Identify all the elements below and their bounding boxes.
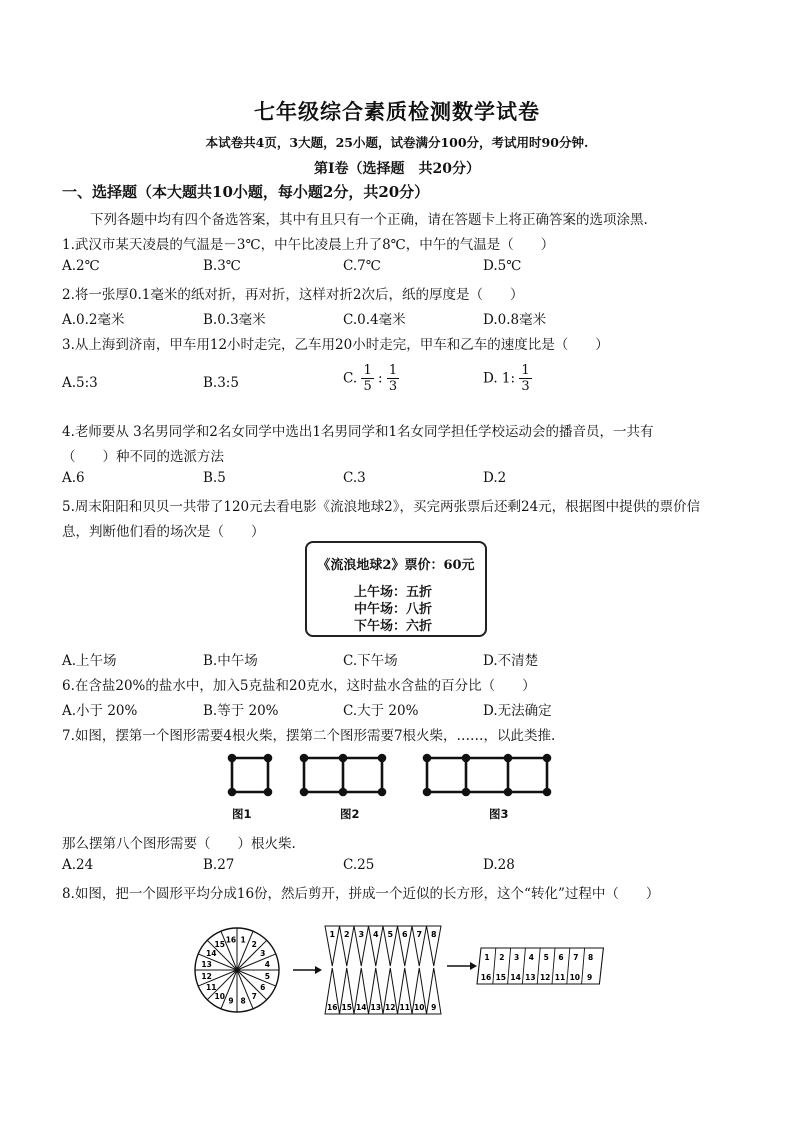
question-8: 8.如图，把一个圆形平均分成16份，然后剪开，拼成一个近似的长方形，这个“转化”过程中（ ） [62,886,660,902]
strip-top-label: 8 [430,930,437,939]
ticket-line-morning: 上午场：五折 [354,585,433,600]
circle-sector-label: 6 [260,983,266,993]
section-instruction: 下列各题中均有四个备选答案，其中有且只有一个正确，请在答题卡上将正确答案的选项涂黑. [90,212,648,228]
question-5: 5.周末阳阳和贝贝一共带了120元去看电影《流浪地球2》，买完两张票后还剩24元，根据图中提供的票价信 [62,499,701,515]
question-7-line-2: 那么摆第八个图形需要（ ）根火柴. [62,836,296,852]
rectangle-top-label: 7 [573,953,579,962]
circle-sector-label: 11 [206,983,217,993]
circle-sector-label: 13 [201,959,212,969]
ticket-header: 《流浪地球2》票价：60元 [317,558,475,573]
q3-option-d-fraction: $\frac{1}{3}$ [521,363,530,394]
strip-top-label: 4 [372,930,379,939]
q1-option-c: C.7℃ [343,258,381,274]
approximate-rectangle [477,948,603,984]
q7-option-b: B.27 [203,857,235,873]
q2-option-a: A.0.2毫米 [62,312,125,328]
q3-option-d-prefix: D. 1: [483,370,516,387]
q2-option-d: D.0.8毫米 [483,312,547,328]
circle-sector-label: 4 [264,959,271,969]
q7-option-c: C.25 [343,857,375,873]
rectangle-top-label: 1 [484,953,490,962]
rectangle-bottom-label: 16 [480,973,492,982]
strip-top-label: 1 [329,930,336,939]
rectangle-bottom-label: 14 [510,973,521,982]
q4-option-c: C.3 [343,470,366,486]
question-7: 7.如图，摆第一个图形需要4根火柴，摆第二个图形需要7根火柴，……，以此类推. [62,728,556,744]
q3-option-c: C. $\frac{1}{5}$ : $\frac{1}{3}$ [343,363,398,394]
circle-sector-label: 9 [228,996,234,1006]
q3-option-c-fraction-1: $\frac{1}{5}$ [363,363,372,394]
question-3: 3.从上海到济南，甲车用12小时走完，乙车用20小时走完，甲车和乙车的速度比是（ ） [62,337,609,353]
q3-option-d [483,364,532,393]
q5-option-d: D.不清楚 [483,653,539,669]
strip-bottom-label: 11 [399,1003,410,1012]
q6-option-b: B.等于 20% [203,703,279,719]
matchstick-figure-2 [301,755,385,795]
rectangle-bottom-label: 13 [525,973,536,982]
strip-bottom-label: 14 [356,1003,367,1012]
strip-bottom-label: 13 [370,1003,381,1012]
q5-option-a: A.上午场 [62,653,117,669]
strip-top-label: 7 [416,930,423,939]
strip-top-label: 2 [343,930,350,939]
arrow-1 [293,966,322,974]
strip-top-label: 6 [401,930,408,939]
question-4: 4.老师要从 3名男同学和2名女同学中选出1名男同学和1名女同学担任学校运动会的播音员，一共有 [62,424,654,440]
circle-sector-label: 16 [225,935,237,945]
circle-sector-label: 12 [201,972,212,982]
question-6: 6.在含盐20%的盐水中，加入5克盐和20克水，这时盐水含盐的百分比（ ） [62,678,536,694]
strip-bottom-label: 10 [414,1003,425,1012]
rectangle-top-label: 6 [558,953,564,962]
q5-option-c: C.下午场 [343,653,398,669]
matchstick-figures [222,750,572,798]
q6-option-c: C.大于 20% [343,703,419,719]
q4-option-d: D.2 [483,470,507,486]
q7-option-d: D.28 [483,857,515,873]
divided-circle [195,928,279,1012]
rectangle-bottom-label: 15 [495,973,507,982]
circle-sector-label: 14 [206,948,217,958]
question-1: 1.武汉市某天凌晨的气温是－3℃，中午比凌晨上升了8℃，中午的气温是（ ） [62,237,555,253]
rearranged-strips [325,926,441,1014]
matchstick-figure-1 [229,755,271,795]
exam-info: 本试卷共4页，3大题，25小题，试卷满分100分，考试用时90分钟. [205,135,589,150]
rectangle-bottom-label: 10 [569,973,581,982]
rectangle-top-label: 3 [513,953,520,962]
rectangle-divider [582,948,585,984]
circle-to-rectangle-figure [185,918,605,1018]
figure-2-caption: 图2 [340,807,360,821]
circle-sector-label: 1 [240,935,246,945]
q2-option-b: B.0.3毫米 [203,312,266,328]
circle-sector-label: 8 [240,996,246,1006]
q4-option-a: A.6 [62,470,85,486]
question-5-line-2: 息，判断他们看的场次是（ ） [62,524,265,540]
q1-option-b: B.3℃ [203,258,241,274]
question-4-line-2: （ ）种不同的选派方法 [62,449,224,465]
q3-option-c-fraction-2: $\frac{1}{3}$ [388,363,398,394]
q2-option-c: C.0.4毫米 [343,312,406,328]
rectangle-top-label: 2 [499,953,505,962]
strip-top-label: 5 [387,930,394,939]
rectangle-top-label: 8 [587,953,594,962]
ticket-line-noon: 中午场：八折 [354,602,433,617]
circle-sector-label: 7 [251,991,257,1001]
circle-sector-label: 15 [214,940,225,950]
rectangle-top-label: 4 [528,953,535,962]
circle-sector-label: 3 [260,948,266,958]
q3-option-c-prefix: C. [343,370,358,387]
q4-option-b: B.5 [203,470,226,486]
q6-option-a: A.小于 20% [62,703,138,719]
rectangle-bottom-label: 12 [539,973,551,982]
strip-bottom-label: 16 [327,1003,338,1012]
q5-option-b: B.中午场 [203,653,258,669]
strip-top-label: 3 [358,930,365,939]
circle-sector-label: 10 [214,991,225,1001]
strip-bottom-label: 12 [385,1003,396,1012]
strip-bottom-label: 15 [341,1003,352,1012]
volume-title: 第Ⅰ卷（选择题 共20分） [313,161,481,177]
q3-option-b: B.3:5 [203,375,239,391]
q3-option-a: A.5:3 [62,375,98,391]
strip-bottom-label: 9 [431,1003,437,1012]
exam-title: 七年级综合素质检测数学试卷 [254,99,540,124]
q6-option-d: D.无法确定 [483,703,552,719]
rectangle-top-label: 5 [543,953,549,962]
circle-sector-label: 2 [251,940,257,950]
figure-3-caption: 图3 [489,807,509,821]
q7-option-a: A.24 [62,857,94,873]
rectangle-bottom-label: 11 [554,973,566,982]
matchstick-figure-3 [424,755,550,795]
q1-option-d: D.5℃ [483,258,522,274]
question-2: 2.将一张厚0.1毫米的纸对折，再对折，这样对折2次后，纸的厚度是（ ） [62,287,524,303]
figure-1-caption: 图1 [232,807,252,821]
q1-option-a: A.2℃ [62,258,100,274]
circle-sector-label: 5 [264,972,271,982]
section-heading: 一、选择题（本大题共10小题，每小题2分，共20分） [62,183,430,201]
rectangle-bottom-label: 9 [586,973,593,982]
arrow-2 [447,962,477,970]
ticket-line-afternoon: 下午场：六折 [354,619,433,634]
ticket-price-box [305,541,487,637]
